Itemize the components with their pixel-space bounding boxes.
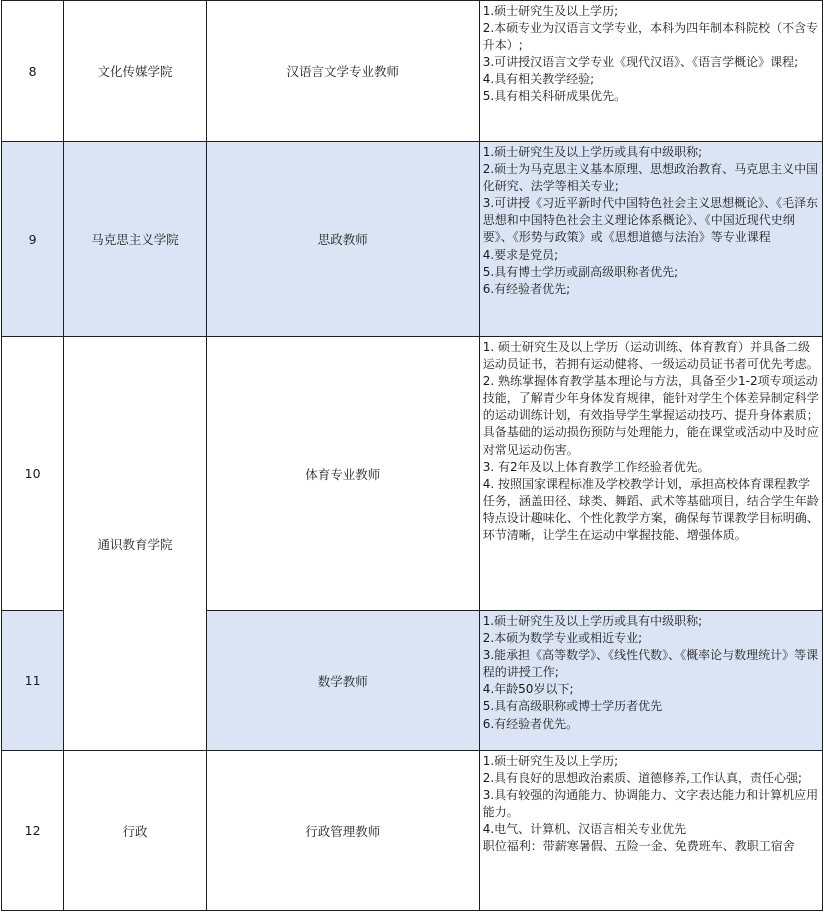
position-name: 数学教师: [206, 611, 479, 751]
requirements-cell: [479, 611, 822, 751]
requirement-line: 6.有经验者优先;: [482, 281, 571, 296]
row-number: 9: [2, 142, 64, 337]
requirement-line: 3.具有较强的沟通能力、协调能力、文字表达能力和计算机应用能力。: [482, 788, 819, 820]
position-name: 体育专业教师: [206, 337, 479, 611]
requirement-line: 4. 按照国家课程标准及学校教学计划，承担高校体育课程教学任务，涵盖田径、球类、舞蹈、武术等基础项目，结合学生年龄特点设计趣味化、个性化教学方案，确保每节课教学目标明确、环节清晰，让学生在运动中掌握技能、增强体质。: [482, 476, 819, 543]
requirement-line: 1.硕士研究生及以上学历或具有中级职称;: [482, 145, 703, 159]
table-row: [2, 1, 823, 142]
requirement-line: 4.要求是党员;: [482, 247, 559, 262]
requirement-line: 6.有经验者优先。: [482, 716, 579, 731]
row-number: 8: [2, 1, 64, 142]
row-number: 12: [2, 751, 64, 911]
requirements-cell: [479, 142, 822, 337]
requirement-line: 3.可讲授《习近平新时代中国特色社会主义思想概论》、《毛泽东思想和中国特色社会主义理论体系概论》、《中国近现代史纲要》、《形势与政策》或《思想道德与法治》等专业课程: [482, 196, 819, 245]
requirement-line: 3.可讲授汉语言文学专业《现代汉语》、《语言学概论》课程;: [482, 55, 799, 70]
requirement-line: 5.具有博士学历或副高级职称者优先;: [482, 264, 679, 279]
requirement-line: 2. 熟练掌握体育教学基本理论与方法，具备至少1-2项专项运动技能，了解青少年身体发育规律，能针对学生个体差异制定科学的运动训练计划，有效指导学生掌握运动技巧、提升身体素质；具备基础的运动损伤预防与处理能力，能在课堂或活动中及时应对常见运动伤害。: [482, 374, 819, 457]
requirements-cell: [479, 1, 822, 142]
college-name: 文化传媒学院: [64, 1, 207, 142]
table-row: [2, 337, 823, 611]
row-number: 11: [2, 611, 64, 751]
position-name: 行政管理教师: [206, 751, 479, 911]
requirement-line: 1.硕士研究生及以上学历或具有中级职称;: [482, 614, 703, 628]
requirement-line: 2.具有良好的思想政治素质、道德修养,工作认真，责任心强;: [482, 771, 803, 786]
requirements-cell: [479, 751, 822, 911]
requirement-line: 2.本硕为数学专业或相近专业;: [482, 631, 643, 646]
requirement-line: 4.年龄50岁以下;: [482, 682, 574, 697]
requirement-line: 5.具有高级职称或博士学历者优先: [482, 699, 663, 714]
position-name: 汉语言文学专业教师: [206, 1, 479, 142]
requirement-line: 1. 硕士研究生及以上学历（运动训练、体育教育）并具备二级运动员证书，若拥有运动健将、一级运动员证书者可优先考虑。: [482, 340, 819, 372]
requirement-line: 4.具有相关教学经验;: [482, 72, 595, 87]
requirement-line: 4.电气、计算机、汉语言相关专业优先: [482, 822, 687, 837]
requirement-line: 3.能承担《高等数学》、《线性代数》、《概率论与数理统计》等课程的讲授工作;: [482, 648, 819, 680]
requirement-line: 1.硕士研究生及以上学历;: [482, 4, 619, 18]
table-row: [2, 142, 823, 337]
college-name: 行政: [64, 751, 207, 911]
requirement-line: 2.本硕专业为汉语言文学专业，本科为四年制本科院校（不含专升本）;: [482, 21, 819, 53]
recruitment-table: [1, 0, 823, 911]
requirement-line: 3. 有2年及以上体育教学工作经验者优先。: [482, 459, 710, 474]
requirements-cell: [479, 337, 822, 611]
requirement-line: 职位福利：带薪寒暑假、五险一金、免费班车、教职工宿舍: [482, 839, 795, 854]
requirement-line: 1.硕士研究生及以上学历;: [482, 754, 619, 768]
college-name: 马克思主义学院: [64, 142, 207, 337]
position-name: 思政教师: [206, 142, 479, 337]
requirement-line: 5.具有相关科研成果优先。: [482, 89, 627, 104]
table-row: [2, 751, 823, 911]
row-number: 10: [2, 337, 64, 611]
requirement-line: 2.硕士为马克思主义基本原理、思想政治教育、马克思主义中国化研究、法学等相关专业;: [482, 162, 819, 194]
college-name: 通识教育学院: [64, 337, 207, 751]
